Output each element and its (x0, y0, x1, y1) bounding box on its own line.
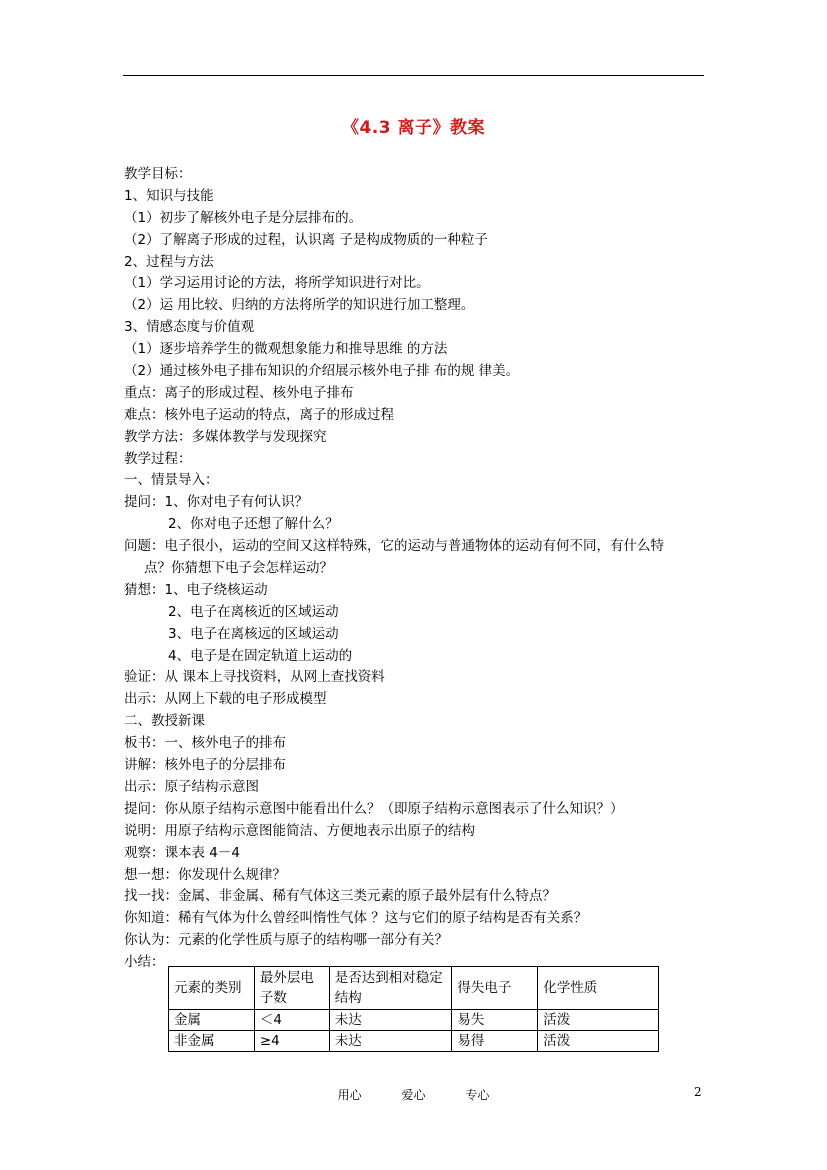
text-line: （1）学习运用讨论的方法，将所学知识进行对比。 (124, 275, 430, 292)
table-header-cell: 元素的类别 (169, 967, 255, 1010)
text-line: 1、知识与技能 (124, 187, 214, 204)
footer-item: 爱心 (401, 1088, 426, 1102)
text-line: 你认为：元素的化学性质与原子的结构哪一部分有关？ (124, 932, 448, 949)
summary-table (168, 966, 659, 1052)
table-header-cell: 得失电子 (452, 967, 538, 1010)
table-row (169, 1031, 659, 1052)
text-line: 提问：1、你对电子有何认识？ (124, 494, 309, 511)
text-line: 想一想：你发现什么规律？ (124, 866, 286, 883)
table-header-cell: 化学性质 (538, 967, 659, 1010)
table-header-cell: 是否达到相对稳定结构 (329, 967, 452, 1010)
text-line: 问题：电子很小，运动的空间又这样特殊，它的运动与普通物体的运动有何不同，有什么特 (124, 538, 664, 555)
text-line: 教学目标： (124, 166, 192, 182)
text-line: （1）初步了解核外电子是分层排布的。 (124, 209, 363, 226)
lesson-plan-body (124, 164, 710, 974)
text-line: 板书：一、核外电子的排布 (124, 735, 286, 752)
table-cell: 非金属 (169, 1031, 255, 1052)
text-line: 出示：原子结构示意图 (124, 778, 259, 795)
table-row (169, 1010, 659, 1031)
table-cell: 活泼 (538, 1031, 659, 1052)
text-line: 小结： (124, 954, 165, 971)
text-line: 说明：用原子结构示意图能简洁、方便地表示出原子的结构 (124, 822, 475, 839)
text-line: 观察：课本表 4－4 (124, 844, 240, 861)
text-line: （2）运 用比较、归纳的方法将所学的知识进行加工整理。 (124, 297, 475, 314)
text-line: （2）通过核外电子排布知识的介绍展示核外电子排 布的规 律美。 (124, 363, 520, 380)
text-line: 难点：核外电子运动的特点，离子的形成过程 (124, 406, 394, 423)
table-header-row (169, 967, 659, 1010)
footer-item: 用心 (337, 1088, 362, 1102)
text-line: 2、电子在离核近的区域运动 (168, 603, 339, 620)
text-line: 验证：从 课本上寻找资料，从网上查找资料 (124, 669, 385, 686)
table-cell: ≥4 (254, 1031, 329, 1052)
table-cell: ＜4 (254, 1010, 329, 1031)
text-line: 二、教授新课 (124, 713, 205, 730)
text-line: 2、过程与方法 (124, 253, 214, 270)
table-header-cell: 最外层电子数 (254, 967, 329, 1010)
text-line: 讲解：核外电子的分层排布 (124, 757, 286, 774)
header-rule (123, 75, 704, 76)
text-line: 3、情感态度与价值观 (124, 319, 255, 336)
text-line: 找一找：金属、非金属、稀有气体这三类元素的原子最外层有什么特点？ (124, 888, 556, 905)
document-title: 《4.3 离子》教案 (341, 118, 486, 138)
text-line: （2）了解离子形成的过程，认识离 子是构成物质的一种粒子 (124, 231, 488, 248)
table-cell: 金属 (169, 1010, 255, 1031)
text-line: 4、电子是在固定轨道上运动的 (168, 647, 353, 664)
page-number: 2 (694, 1085, 702, 1099)
text-line: 猜想：1、电子绕核运动 (124, 581, 268, 598)
table-cell: 活泼 (538, 1010, 659, 1031)
text-line: 3、电子在离核远的区域运动 (168, 625, 339, 642)
text-line: 点？你猜想下电子会怎样运动？ (144, 560, 333, 577)
text-line: 一、情景导入： (124, 472, 219, 489)
table-cell: 未达 (329, 1010, 452, 1031)
text-line: 你知道：稀有气体为什么曾经叫惰性气体 ？这与它们的原子结构是否有关系？ (124, 910, 588, 927)
table-cell: 易失 (452, 1010, 538, 1031)
text-line: 教学方法：多媒体教学与发现探究 (124, 428, 327, 445)
text-line: 教学过程： (124, 450, 192, 467)
table-cell: 易得 (452, 1031, 538, 1052)
table-cell: 未达 (329, 1031, 452, 1052)
text-line: （1）逐步培养学生的微观想象能力和推导思维 的方法 (124, 341, 448, 358)
text-line: 提问：你从原子结构示意图中能看出什么？（即原子结构示意图表示了什么知识？） (124, 800, 624, 817)
footer-item: 专心 (465, 1088, 490, 1102)
text-line: 重点：离子的形成过程、核外电子排布 (124, 384, 354, 401)
text-line: 出示：从网上下载的电子形成模型 (124, 691, 327, 708)
page-footer (0, 1086, 827, 1103)
text-line: 2、你对电子还想了解什么？ (168, 516, 339, 533)
